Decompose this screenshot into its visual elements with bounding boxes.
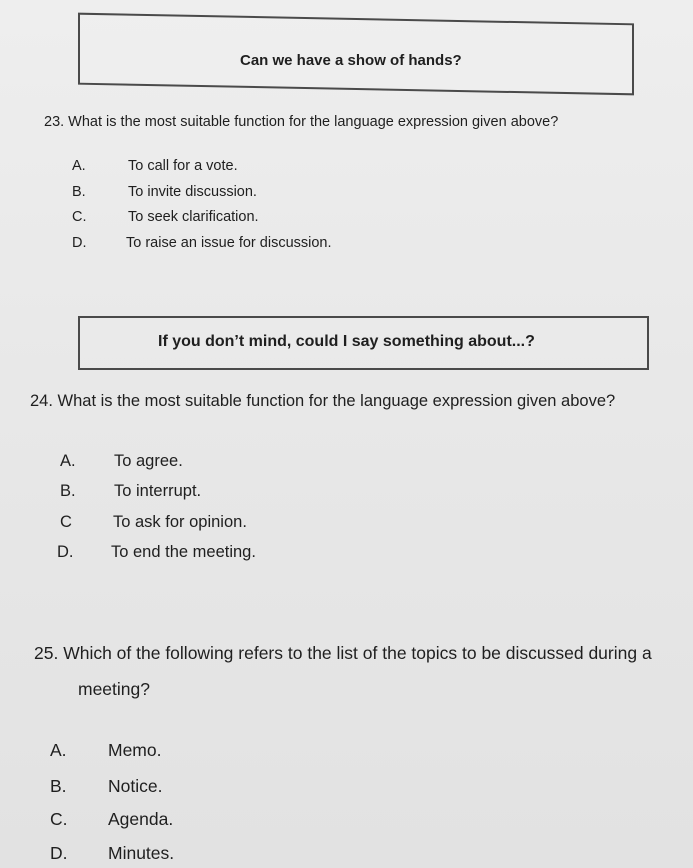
option-24-b[interactable] — [60, 482, 202, 501]
expression-text-1: Can we have a show of hands? — [240, 52, 462, 69]
option-letter: C. — [72, 209, 87, 225]
option-25-a[interactable] — [50, 740, 162, 761]
option-text: Memo. — [108, 740, 162, 760]
option-letter: B. — [60, 482, 76, 500]
option-text: Agenda. — [108, 809, 174, 829]
expression-text-2: If you don’t mind, could I say something about...? — [158, 333, 535, 350]
option-text: Notice. — [108, 776, 163, 796]
option-23-a[interactable] — [72, 158, 238, 174]
option-text: Minutes. — [108, 843, 175, 863]
option-letter: A. — [50, 740, 67, 760]
option-23-b[interactable] — [72, 184, 257, 200]
option-text: To raise an issue for discussion. — [126, 235, 332, 251]
option-letter: A. — [72, 158, 86, 174]
option-text: To ask for opinion. — [113, 513, 247, 531]
option-text: To seek clarification. — [128, 209, 259, 225]
option-text: To interrupt. — [114, 482, 202, 500]
option-24-a[interactable] — [60, 452, 183, 471]
option-letter: B. — [72, 184, 86, 200]
option-text: To agree. — [114, 452, 183, 470]
question-25-line2: meeting? — [78, 679, 150, 699]
question-25-line1: 25. Which of the following refers to the list of the topics to be discussed during a — [34, 643, 652, 663]
option-23-c[interactable] — [72, 209, 259, 225]
option-letter: D. — [57, 543, 74, 561]
option-letter: C. — [50, 809, 68, 829]
option-24-d[interactable] — [57, 543, 256, 562]
option-letter: C — [60, 513, 72, 531]
option-25-d[interactable] — [50, 843, 175, 864]
question-24: 24. What is the most suitable function for the language expression given above? — [30, 392, 616, 410]
option-letter: D. — [72, 235, 87, 251]
option-letter: B. — [50, 776, 67, 796]
option-text: To end the meeting. — [111, 543, 256, 561]
option-23-d[interactable] — [72, 235, 332, 251]
question-23: 23. What is the most suitable function for the language expression given above? — [44, 114, 559, 130]
option-25-b[interactable] — [50, 776, 163, 797]
option-letter: D. — [50, 843, 68, 863]
option-letter: A. — [60, 452, 76, 470]
option-24-c[interactable] — [60, 513, 247, 532]
option-text: To invite discussion. — [128, 184, 257, 200]
option-text: To call for a vote. — [128, 158, 238, 174]
option-25-c[interactable] — [50, 809, 174, 830]
